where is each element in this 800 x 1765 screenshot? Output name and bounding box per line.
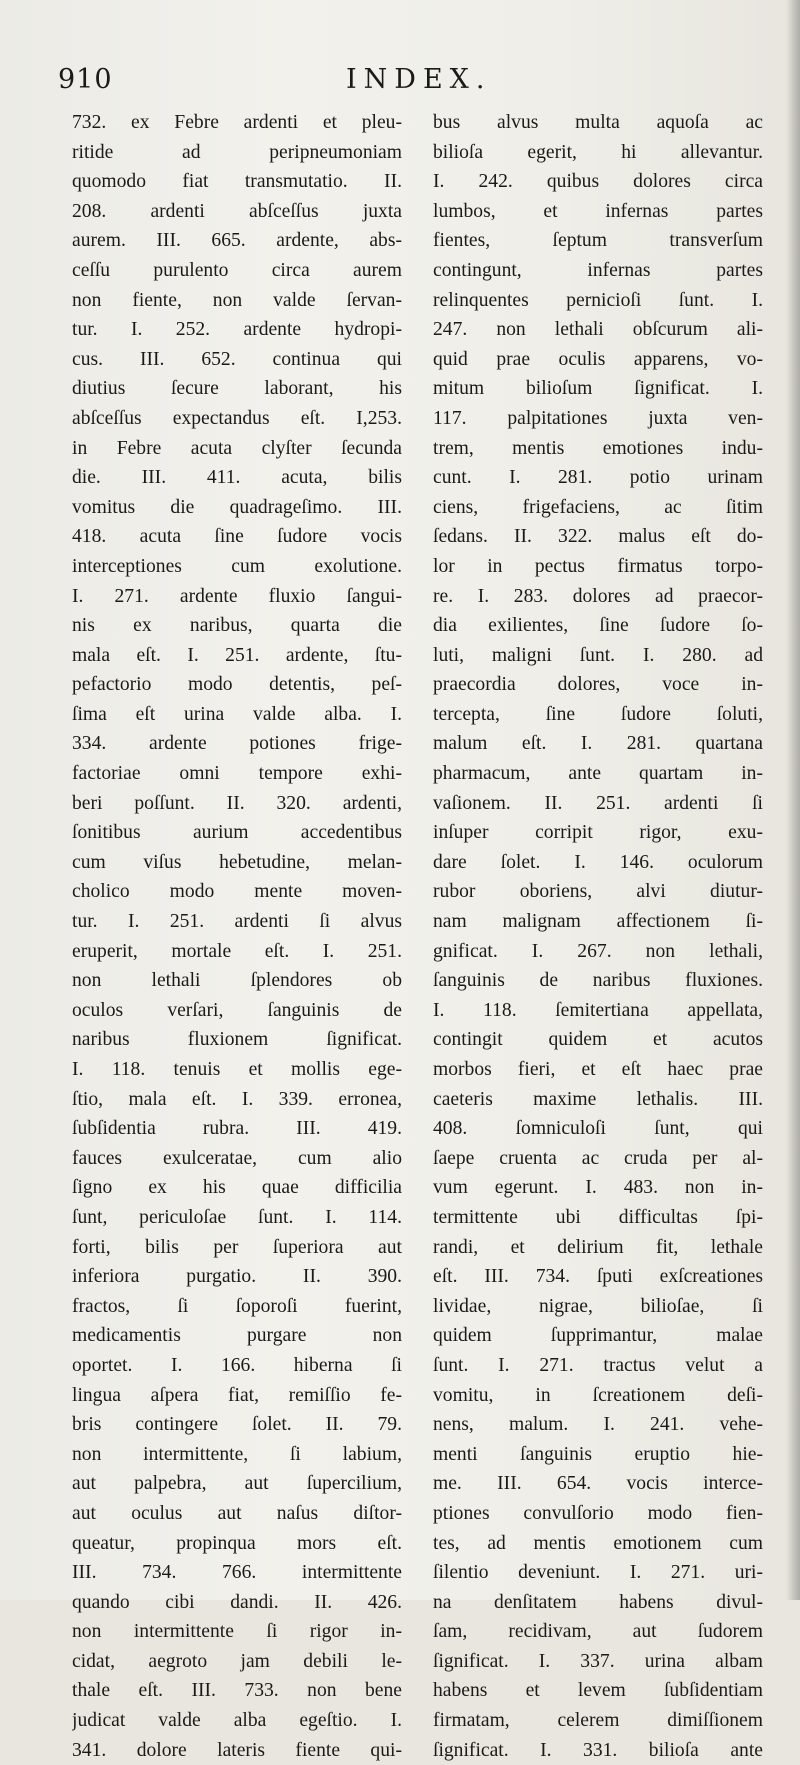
text-line: tur. I. 252. ardente hydropi-: [72, 319, 402, 341]
text-line: ſaepe cruenta ac cruda per al-: [433, 1147, 763, 1169]
text-line: vaſionem. II. 251. ardenti ſi: [433, 792, 763, 814]
text-line: interceptiones cum exolutione.: [72, 555, 402, 577]
text-line: ſilentio deveniunt. I. 271. uri-: [433, 1562, 763, 1584]
text-line: inſuper corripit rigor, exu-: [433, 822, 763, 844]
text-line: 732. ex Febre ardenti et pleu-: [72, 112, 402, 133]
text-line: 208. ardenti abſceſſus juxta: [72, 200, 402, 222]
text-line: 117. palpitationes juxta ven-: [433, 407, 763, 429]
text-line: vomitus die quadrageſimo. III.: [72, 496, 402, 518]
text-line: malum eſt. I. 281. quartana: [433, 733, 763, 755]
text-line: firmatam, celerem dimiſſionem: [433, 1710, 763, 1732]
text-line: I. 118. ſemitertiana appellata,: [433, 999, 763, 1021]
text-line: fractos, ſi ſoporoſi fuerint,: [72, 1295, 402, 1317]
text-line: gnificat. I. 267. non lethali,: [433, 940, 763, 962]
text-line: ciens, frigefaciens, ac ſitim: [433, 496, 763, 518]
text-line: pefactorio modo detentis, peſ-: [72, 674, 402, 696]
text-line: lor in pectus firmatus torpo-: [433, 555, 763, 577]
text-line: ſigno ex his quae difficilia: [72, 1177, 402, 1199]
text-line: aurem. III. 665. ardente, abs-: [72, 230, 402, 252]
text-line: lumbos, et infernas partes: [433, 200, 763, 222]
text-line: abſceſſus expectandus eſt. I,253.: [72, 407, 402, 429]
text-line: ſignificat. I. 331. bilioſa ante: [433, 1739, 763, 1761]
text-line: praecordia dolores, voce in-: [433, 674, 763, 696]
text-line: ſignificat. I. 337. urina albam: [433, 1650, 763, 1672]
text-line: caeteris maxime lethalis. III.: [433, 1088, 763, 1110]
text-line: forti, bilis per ſuperiora aut: [72, 1236, 402, 1258]
text-line: contingunt, infernas partes: [433, 259, 763, 281]
text-line: ſunt. I. 271. tractus velut a: [433, 1354, 763, 1376]
text-line: factoriae omni tempore exhi-: [72, 763, 402, 785]
text-line: ſubſidentia rubra. III. 419.: [72, 1118, 402, 1140]
text-line: re. I. 283. dolores ad praecor-: [433, 585, 763, 607]
text-line: mala eſt. I. 251. ardente, ſtu-: [72, 644, 402, 666]
text-line: vomitu, in ſcreationem deſi-: [433, 1384, 763, 1406]
text-line: nam malignam affectionem ſi-: [433, 911, 763, 933]
text-line: naribus fluxionem ſignificat.: [72, 1029, 402, 1051]
text-line: oportet. I. 166. hiberna ſi: [72, 1354, 402, 1376]
text-line: oculos verſari, ſanguinis de: [72, 999, 402, 1021]
text-line: pharmacum, ante quartam in-: [433, 763, 763, 785]
text-line: in Febre acuta clyſter ſecunda: [72, 437, 402, 459]
text-line: non fiente, non valde ſervan-: [72, 289, 402, 311]
text-line: nis ex naribus, quarta die: [72, 615, 402, 637]
text-line: ſedans. II. 322. malus eſt do-: [433, 526, 763, 548]
text-line: cidat, aegroto jam debili le-: [72, 1650, 402, 1672]
text-line: die. III. 411. acuta, bilis: [72, 467, 402, 489]
text-line: ſam, recidivam, aut ſudorem: [433, 1621, 763, 1643]
text-line: quando cibi dandi. II. 426.: [72, 1591, 402, 1613]
text-line: aut palpebra, aut ſupercilium,: [72, 1473, 402, 1495]
text-line: III. 734. 766. intermittente: [72, 1562, 402, 1584]
text-line: bris contingere ſolet. II. 79.: [72, 1414, 402, 1436]
text-line: ptiones convulſorio modo fien-: [433, 1502, 763, 1524]
text-line: 408. ſomniculoſi ſunt, qui: [433, 1118, 763, 1140]
text-line: lividae, nigrae, bilioſae, ſi: [433, 1295, 763, 1317]
text-line: I. 242. quibus dolores circa: [433, 171, 763, 193]
text-line: me. III. 654. vocis interce-: [433, 1473, 763, 1495]
text-line: bilioſa egerit, hi allevantur.: [433, 141, 763, 163]
text-line: eſt. III. 734. ſputi exſcreationes: [433, 1266, 763, 1288]
left-text-column: [72, 108, 402, 1765]
text-line: cunt. I. 281. potio urinam: [433, 467, 763, 489]
page-number: 910: [58, 64, 113, 95]
text-line: bus alvus multa aquoſa ac: [433, 112, 763, 133]
text-line: tur. I. 251. ardenti ſi alvus: [72, 911, 402, 933]
text-line: trem, mentis emotiones indu-: [433, 437, 763, 459]
text-line: non lethali ſplendores ob: [72, 970, 402, 992]
text-line: fauces exulceratae, cum alio: [72, 1147, 402, 1169]
text-line: rubor oboriens, alvi diutur-: [433, 881, 763, 903]
text-line: dia exilientes, ſine ſudore ſo-: [433, 615, 763, 637]
text-line: queatur, propinqua mors eſt.: [72, 1532, 402, 1554]
text-line: cus. III. 652. continua qui: [72, 348, 402, 370]
running-title: INDEX.: [346, 64, 492, 95]
text-line: judicat valde alba egeſtio. I.: [72, 1710, 402, 1732]
right-text-column: [433, 108, 763, 1765]
text-line: nens, malum. I. 241. vehe-: [433, 1414, 763, 1436]
text-line: vum egerunt. I. 483. non in-: [433, 1177, 763, 1199]
text-line: 247. non lethali obſcurum ali-: [433, 319, 763, 341]
text-line: 341. dolore lateris fiente qui-: [72, 1739, 402, 1761]
text-line: morbos fieri, et eſt haec prae: [433, 1059, 763, 1080]
text-line: thale eſt. III. 733. non bene: [72, 1680, 402, 1702]
text-line: habens et levem ſubſidentiam: [433, 1680, 763, 1702]
text-line: ſima eſt urina valde alba. I.: [72, 703, 402, 725]
text-line: I. 118. tenuis et mollis ege-: [72, 1059, 402, 1080]
page-header: [58, 58, 760, 98]
text-line: eruperit, mortale eſt. I. 251.: [72, 940, 402, 962]
text-line: diutius ſecure laborant, his: [72, 378, 402, 400]
text-line: medicamentis purgare non: [72, 1325, 402, 1347]
text-line: ſunt, periculoſae ſunt. I. 114.: [72, 1206, 402, 1228]
text-line: menti ſanguinis eruptio hie-: [433, 1443, 763, 1465]
text-line: cum viſus hebetudine, melan-: [72, 851, 402, 873]
text-line: tercepta, ſine ſudore ſoluti,: [433, 703, 763, 725]
text-line: quidem ſupprimantur, malae: [433, 1325, 763, 1347]
text-line: fientes, ſeptum transverſum: [433, 230, 763, 252]
text-line: na denſitatem habens divul-: [433, 1591, 763, 1613]
text-line: ſtio, mala eſt. I. 339. erronea,: [72, 1088, 402, 1110]
text-line: tes, ad mentis emotionem cum: [433, 1532, 763, 1554]
text-line: ritide ad peripneumoniam: [72, 141, 402, 163]
text-line: mitum bilioſum ſignificat. I.: [433, 378, 763, 400]
text-line: ſanguinis de naribus fluxiones.: [433, 970, 763, 992]
text-line: cholico modo mente moven-: [72, 881, 402, 903]
text-line: termittente ubi difficultas ſpi-: [433, 1206, 763, 1228]
text-line: ceſſu purulento circa aurem: [72, 259, 402, 281]
text-line: beri poſſunt. II. 320. ardenti,: [72, 792, 402, 814]
text-line: ſonitibus aurium accedentibus: [72, 822, 402, 844]
text-line: contingit quidem et acutos: [433, 1029, 763, 1051]
text-line: aut oculus aut naſus diſtor-: [72, 1502, 402, 1524]
text-line: relinquentes pernicioſi ſunt. I.: [433, 289, 763, 311]
text-line: randi, et delirium fit, lethale: [433, 1236, 763, 1258]
text-line: luti, maligni ſunt. I. 280. ad: [433, 644, 763, 666]
text-line: I. 271. ardente fluxio ſangui-: [72, 585, 402, 607]
text-line: quid prae oculis apparens, vo-: [433, 348, 763, 370]
text-line: 334. ardente potiones frige-: [72, 733, 402, 755]
text-line: inferiora purgatio. II. 390.: [72, 1266, 402, 1288]
text-line: 418. acuta ſine ſudore vocis: [72, 526, 402, 548]
text-line: dare ſolet. I. 146. oculorum: [433, 851, 763, 873]
text-line: quomodo fiat transmutatio. II.: [72, 171, 402, 193]
text-line: lingua aſpera fiat, remiſſio fe-: [72, 1384, 402, 1406]
text-line: non intermittente, ſi labium,: [72, 1443, 402, 1465]
text-line: non intermittente ſi rigor in-: [72, 1621, 402, 1643]
